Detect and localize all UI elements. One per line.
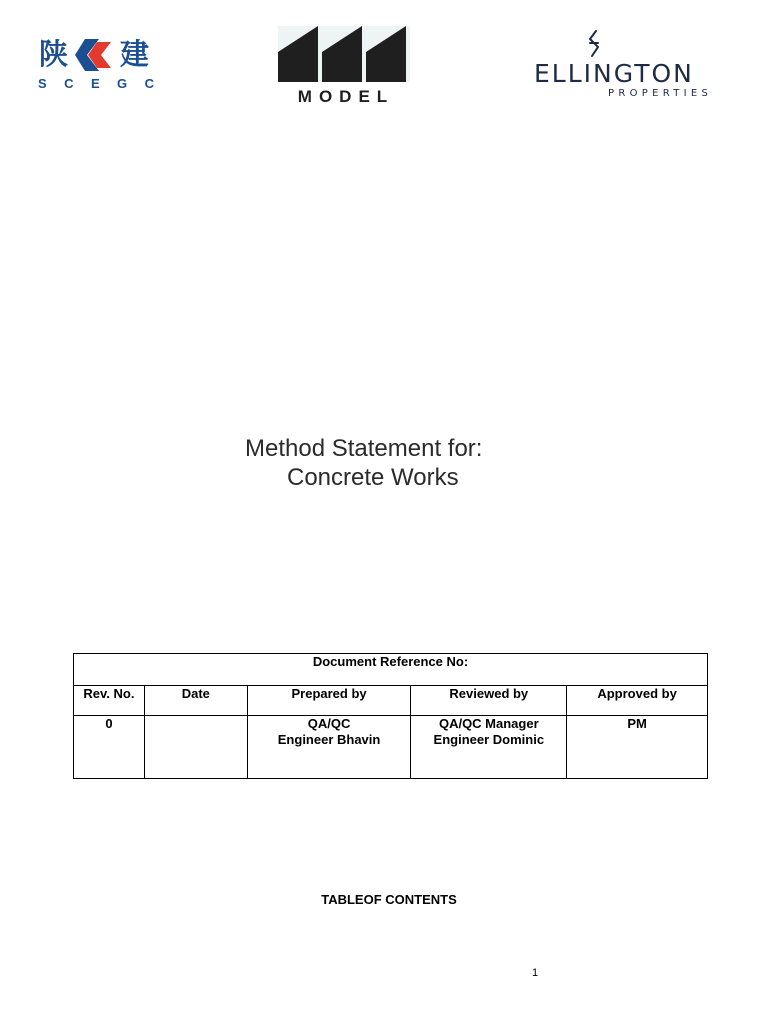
document-reference-table [73,653,708,779]
model-logo [278,26,410,106]
scegc-logo [38,36,154,96]
header-rev-no: Rev. No. [74,686,145,716]
scegc-letter: C [144,76,154,91]
cell-reviewed-by [411,716,567,779]
cell-approved-by: PM [567,716,708,779]
page-number: 1 [532,967,539,979]
scegc-cjk-right: 建 [120,37,150,71]
scegc-letter: G [117,76,128,91]
title-line-1: Method Statement for: [245,435,483,462]
scegc-letter: E [90,76,100,91]
scegc-letters [38,76,154,92]
header-approved-by: Approved by [567,686,708,716]
cell-date [144,716,247,779]
model-logo-mark-icon [278,26,410,86]
header-prepared-by: Prepared by [247,686,411,716]
scegc-arrow-icon [75,38,115,72]
prepared-by-line-1: QA/QC [307,716,351,731]
ellington-emblem-icon [584,30,606,58]
scegc-logo-mark [38,36,154,72]
ellington-logo [534,30,730,102]
ellington-logo-sub: PROPERTIES [608,88,713,99]
header-date: Date [144,686,247,716]
table-of-contents-heading: TABLEOF CONTENTS [321,892,457,907]
title-line-2: Concrete Works [287,464,459,491]
header-reviewed-by: Reviewed by [411,686,567,716]
cell-prepared-by [247,716,411,779]
model-logo-word: MODEL [297,87,395,106]
scegc-letter: S [38,76,47,91]
scegc-letter: C [64,76,74,91]
prepared-by-line-2: Engineer Bhavin [277,732,381,747]
scegc-cjk-left: 陕 [39,37,69,71]
reviewed-by-line-2: Engineer Dominic [433,732,545,747]
cell-rev-no: 0 [74,716,145,779]
document-reference-cell: Document Reference No: [74,654,708,686]
reviewed-by-line-1: QA/QC Manager [438,716,539,731]
ellington-logo-word: ELLINGTON [534,59,694,88]
